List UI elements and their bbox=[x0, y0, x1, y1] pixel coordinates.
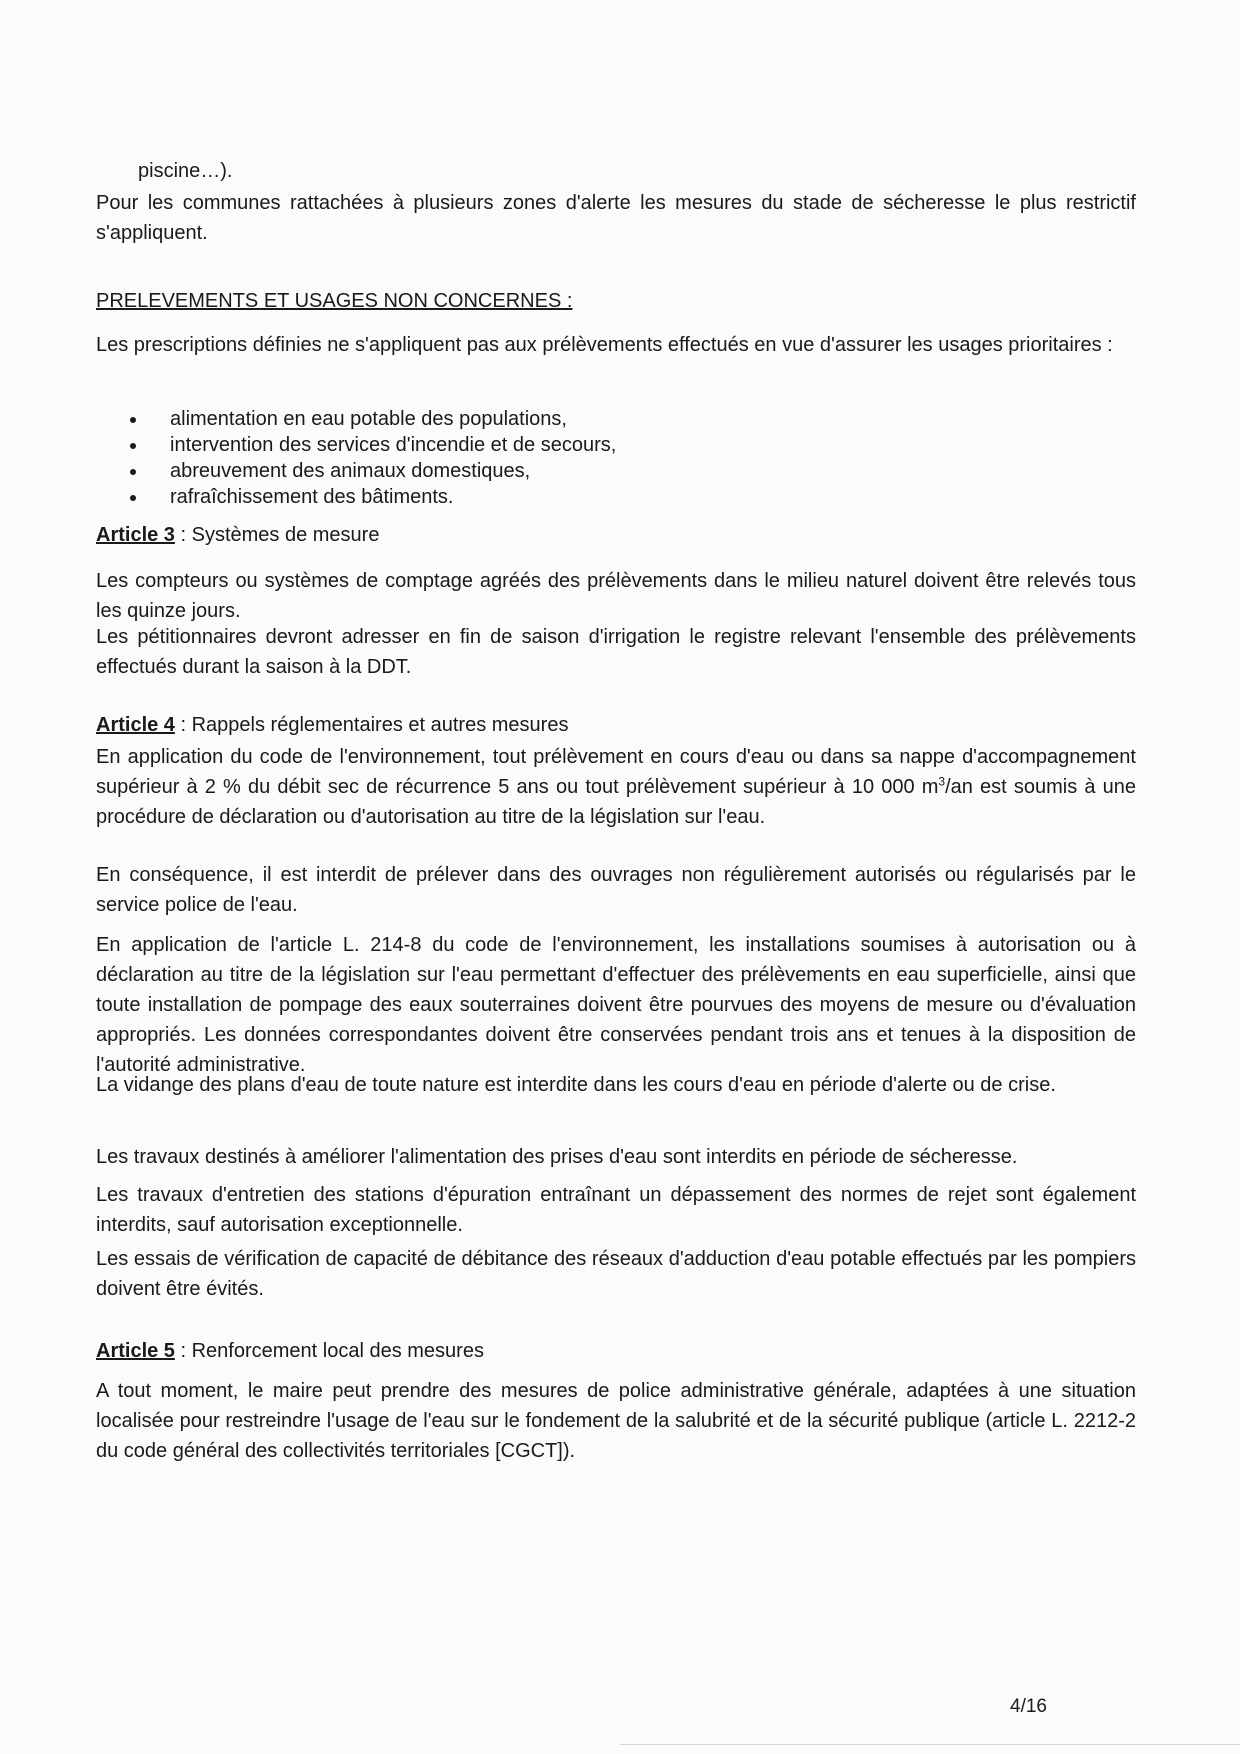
article4-paragraph-4: La vidange des plans d'eau de toute nature est interdite dans les cours d'eau en période d'alerte ou de crise. bbox=[96, 1074, 1056, 1096]
article4-paragraph-2: En conséquence, il est interdit de prélever dans des ouvrages non régulièrement autorisés ou régularisés par le service police de l'eau. bbox=[96, 864, 1136, 916]
article5-paragraph: A tout moment, le maire peut prendre des mesures de police administrative générale, adaptées à une situation localisée pour restreindre l'usage de l'eau sur le fondement de la salubrité et de la sécurité publique (article L. 2212-2 du code général des collectivités territoriales [CGCT]). bbox=[96, 1380, 1136, 1462]
article4-paragraph-7: Les essais de vérification de capacité de débitance des réseaux d'adduction d'eau potable effectués par les pompiers doivent être évités. bbox=[96, 1248, 1136, 1300]
page-number: 4/16 bbox=[1010, 1696, 1047, 1717]
article3-paragraph-2: Les pétitionnaires devront adresser en fin de saison d'irrigation le registre relevant l'ensemble des prélèvements effectués durant la saison à la DDT. bbox=[96, 626, 1136, 678]
article4-paragraph-5: Les travaux destinés à améliorer l'alimentation des prises d'eau sont interdits en période de sécheresse. bbox=[96, 1146, 1018, 1168]
article4-paragraph-1: En application du code de l'environnement, tout prélèvement en cours d'eau ou dans sa nappe d'accompagnement supérieur à 2 % du débit sec de récurrence 5 ans ou tout prélèvement supérieur à 10 000 $m^3/an$ est soumis à une procédure de déclaration ou d'autorisation au titre de la législation sur l'eau. bbox=[96, 746, 1136, 828]
section-heading: PRELEVEMENTS ET USAGES NON CONCERNES : bbox=[96, 290, 573, 312]
list-item: intervention des services d'incendie et de secours, bbox=[96, 432, 1096, 458]
bullet-icon bbox=[130, 495, 136, 501]
list-item: alimentation en eau potable des populations, bbox=[96, 406, 1096, 432]
article4-title: : Rappels réglementaires et autres mesures bbox=[174, 714, 569, 736]
bullet-icon bbox=[130, 469, 136, 475]
scan-edge-divider bbox=[620, 1744, 1240, 1745]
multi-zone-paragraph: Pour les communes rattachées à plusieurs zones d'alerte les mesures du stade de sécheresse le plus restrictif s'appliquent. bbox=[96, 192, 1136, 244]
article5-label: Article 5 bbox=[96, 1340, 175, 1362]
article3-label: Article 3 bbox=[96, 524, 175, 546]
article5-title: : Renforcement local des mesures bbox=[174, 1340, 484, 1362]
article5-heading bbox=[96, 1336, 1136, 1366]
bullet-icon bbox=[130, 417, 136, 423]
article4-paragraph-3: En application de l'article L. 214-8 du code de l'environnement, les installations soumises à autorisation ou à déclaration au titre de la législation sur l'eau permettant d'effectuer des prélèvements en eau superficielle, ainsi que toute installation de pompage des eaux souterraines doivent être pourvues des moyens de mesure ou d'évaluation appropriés. Les données correspondantes doivent être conservées pendant trois ans et tenues à la disposition de l'autorité administrative. bbox=[96, 934, 1136, 1076]
article3-heading bbox=[96, 520, 1136, 550]
top-fragment: piscine…). bbox=[138, 160, 233, 182]
bullet-icon bbox=[130, 443, 136, 449]
article4-label: Article 4 bbox=[96, 714, 175, 736]
article4-heading bbox=[96, 710, 1136, 740]
article3-paragraph-1: Les compteurs ou systèmes de comptage agréés des prélèvements dans le milieu naturel doivent être relevés tous les quinze jours. bbox=[96, 570, 1136, 622]
article3-title: : Systèmes de mesure bbox=[174, 524, 380, 546]
priority-uses-list bbox=[96, 406, 1096, 510]
list-item: abreuvement des animaux domestiques, bbox=[96, 458, 1096, 484]
list-item: rafraîchissement des bâtiments. bbox=[96, 484, 1096, 510]
priority-intro: Les prescriptions définies ne s'appliquent pas aux prélèvements effectués en vue d'assurer les usages prioritaires : bbox=[96, 334, 1113, 356]
article4-paragraph-6: Les travaux d'entretien des stations d'épuration entraînant un dépassement des normes de rejet sont également interdits, sauf autorisation exceptionnelle. bbox=[96, 1184, 1136, 1236]
